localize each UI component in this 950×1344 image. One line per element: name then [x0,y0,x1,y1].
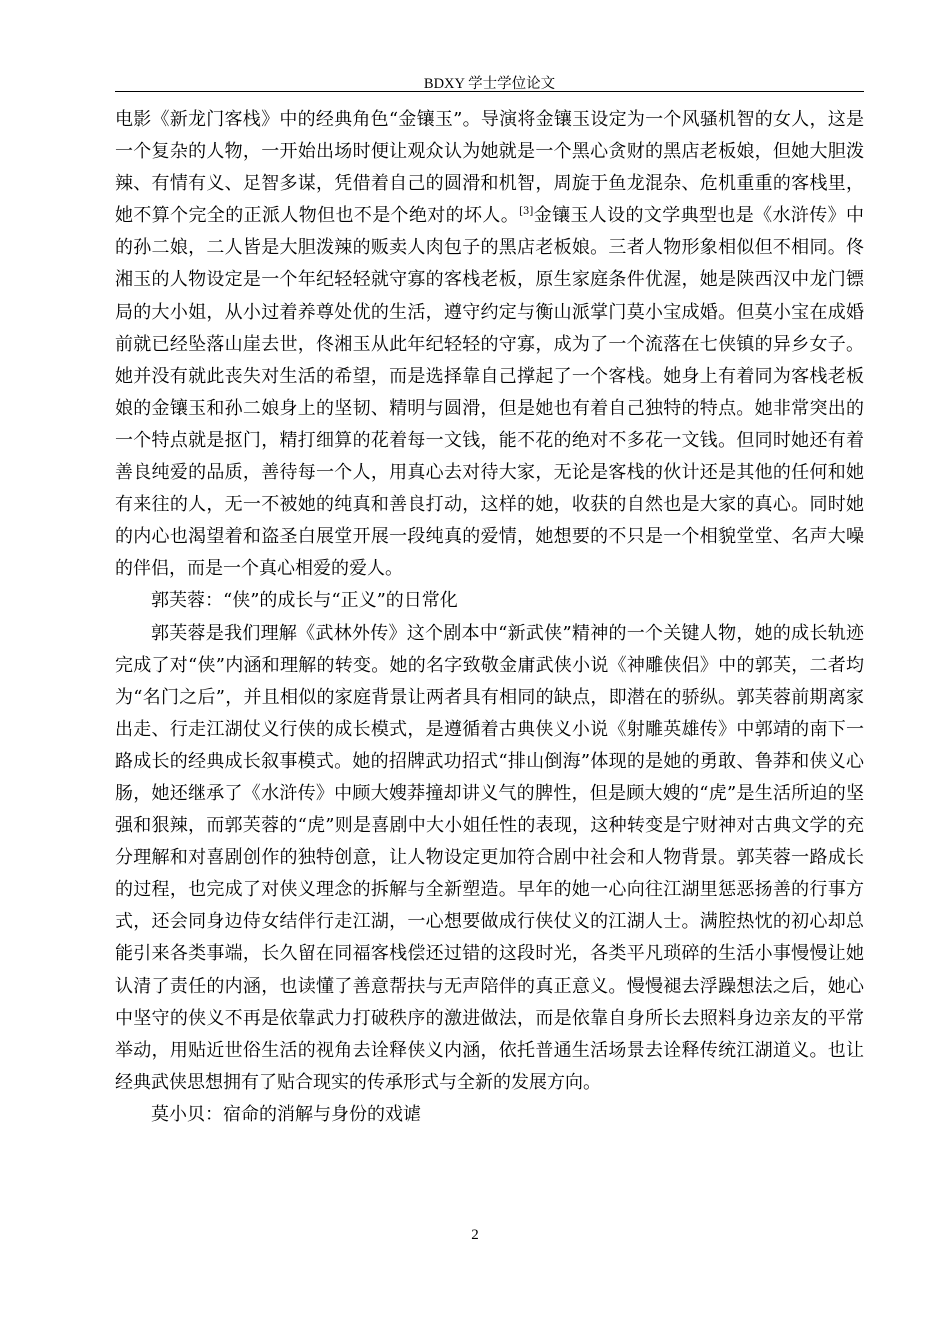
paragraph-jin-xiangyu [115,104,864,585]
paragraph-text: 金镶玉人设的文学典型也是《水浒传》中的孙二娘，二人皆是大胆泼辣的贩卖人肉包子的黑店老板娘。三者人物形象相似但不相同。佟湘玉的人物设定是一个年纪轻轻就守寡的客栈老板，原生家庭条件优渥，她是陕西汉中龙门镖局的大小姐，从小过着养尊处优的生活，遵守约定与衡山派掌门莫小宝成婚。但莫小宝在成婚前就已经坠落山崖去世，佟湘玉从此年纪轻轻的守寡，成为了一个流落在七侠镇的异乡女子。她并没有就此丧失对生活的希望，而是选择靠自己撑起了一个客栈。她身上有着同为客栈老板娘的金镶玉和孙二娘身上的坚韧、精明与圆滑，但是她也有着自己独特的特点。她非常突出的一个特点就是抠门，精打细算的花着每一文钱，能不花的绝对不多花一文钱。但同时她还有着善良纯爱的品质，善待每一个人，用真心去对待大家，无论是客栈的伙计还是其他的任何和她有来往的人，无一不被她的纯真和善良打动，这样的她，收获的自然也是大家的真心。同时她的内心也渴望着和盗圣白展堂开展一段纯真的爱情，她想要的不只是一个相貌堂堂、名声大噪的伴侣，而是一个真心相爱的爱人。 [115,205,864,580]
section-heading-mo-xiaobei: 莫小贝：宿命的消解与身份的戏谑 [151,1103,421,1125]
header-divider [115,91,864,92]
page-number: 2 [471,1227,479,1243]
page-header-title: BDXY 学士学位论文 [423,76,556,92]
citation-reference: [3] [519,206,534,218]
paragraph-text: 电影《新龙门客栈》中的经典角色“金镶玉”。导演将金镶玉设定为一个风骚机智的女人，这是一个复杂的人物，一开始出场时便让观众认为她就是一个黑心贪财的黑店老板娘，但她大胆泼辣、有情有义、足智多谋，凭借着自己的圆滑和机智，周旋于鱼龙混杂、危机重重的客栈里，她不算个完全的正派人物但也不是个绝对的坏人。 [115,109,864,227]
body-text [115,104,864,1131]
section-heading-guo-furong: 郭芙蓉：“侠”的成长与“正义”的日常化 [151,590,458,612]
paragraph-guo-furong: 郭芙蓉是我们理解《武林外传》这个剧本中“新武侠”精神的一个关键人物，她的成长轨迹完成了对“侠”内涵和理解的转变。她的名字致敬金庸武侠小说《神雕侠侣》中的郭芙，二者均为“名门之后”，并且相似的家庭背景让两者具有相同的缺点，即潜在的骄纵。郭芙蓉前期离家出走、行走江湖仗义行侠的成长模式，是遵循着古典侠义小说《射雕英雄传》中郭靖的南下一路成长的经典成长叙事模式。她的招牌武功招式“排山倒海”体现的是她的勇敢、鲁莽和侠义心肠，她还继承了《水浒传》中顾大嫂莽撞却讲义气的脾性，但是顾大嫂的“虎”是生活所迫的坚强和狠辣，而郭芙蓉的“虎”则是喜剧中大小姐任性的表现，这种转变是宁财神对古典文学的充分理解和对喜剧创作的独特创意，让人物设定更加符合剧中社会和人物背景。郭芙蓉一路成长的过程，也完成了对侠义理念的拆解与全新塑造。早年的她一心向往江湖里惩恶扬善的行事方式，还会同身边侍女结伴行走江湖，一心想要做成行侠仗义的江湖人士。满腔热忱的初心却总能引来各类事端，长久留在同福客栈偿还过错的这段时光，各类平凡琐碎的生活小事慢慢让她认清了责任的内涵，也读懂了善意帮扶与无声陪伴的真正意义。慢慢褪去浮躁想法之后，她心中坚守的侠义不再是依靠武力打破秩序的激进做法，而是依靠自身所长去照料身边亲友的平常举动，用贴近世俗生活的视角去诠释侠义内涵，依托普通生活场景去诠释传统江湖道义。也让经典武侠思想拥有了贴合现实的传承形式与全新的发展方向。 [115,622,864,1093]
